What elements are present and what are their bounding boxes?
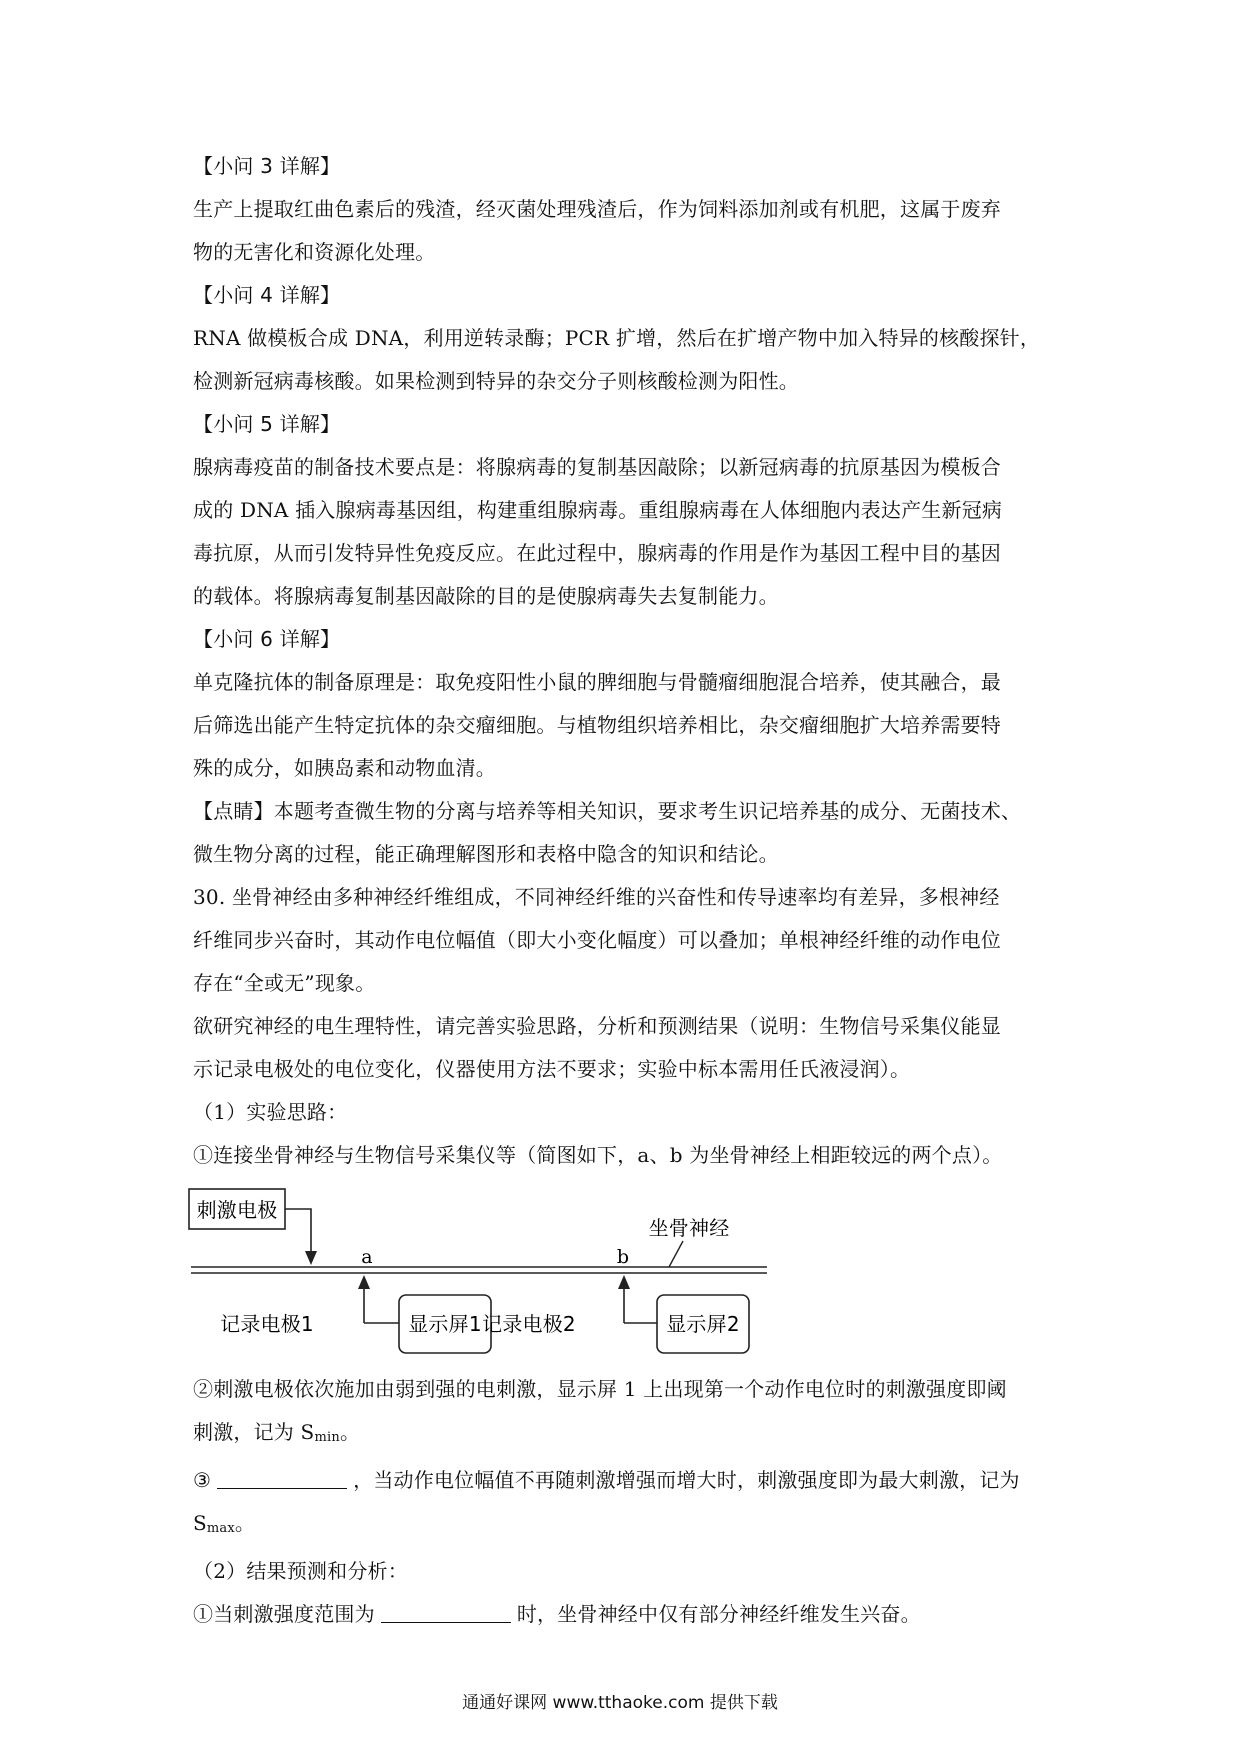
q3-heading: 【小问 3 详解】 — [193, 154, 341, 178]
screen2-label: 显示屏2 — [666, 1312, 740, 1336]
step2-text: 刺激，记为 S — [193, 1420, 315, 1444]
q30-intro-line-1: 30. 坐骨神经由多种神经纤维组成，不同神经纤维的兴奋性和传导速率均有差异，多根神经 — [193, 885, 1000, 909]
q30-step-3-line-2 — [193, 1502, 1063, 1550]
dianjing-line-1: 【点睛】本题考查微生物的分离与培养等相关知识，要求考生识记培养基的成分、无菌技术、 — [193, 799, 1022, 823]
q30-part1-heading: （1）实验思路： — [193, 1100, 348, 1124]
nerve-label-pointer — [669, 1241, 683, 1267]
q6-line-2: 后筛选出能产生特定抗体的杂交瘤细胞。与植物组织培养相比，杂交瘤细胞扩大培养需要特 — [193, 713, 1001, 737]
nerve-experiment-diagram — [193, 1183, 1093, 1368]
q5-line-3: 毒抗原，从而引发特异性免疫反应。在此过程中，腺病毒的作用是作为基因工程中目的基因 — [193, 541, 1001, 565]
s-max-subscript: max — [206, 1521, 235, 1536]
diagram-svg — [183, 1183, 1083, 1368]
q30-step-1: ①连接坐骨神经与生物信号采集仪等（简图如下，a、b 为坐骨神经上相距较远的两个点）。 — [193, 1143, 1003, 1167]
stim-connector-line — [285, 1209, 311, 1255]
rec2-arrow-icon — [618, 1275, 630, 1289]
point-b-label: b — [616, 1246, 630, 1268]
q5-line-1: 腺病毒疫苗的制备技术要点是：将腺病毒的复制基因敲除；以新冠病毒的抗原基因为模板合 — [193, 455, 1001, 479]
stim-arrow-icon — [305, 1251, 317, 1265]
result1-text: ①当刺激强度范围为 — [193, 1602, 375, 1626]
q5-heading: 【小问 5 详解】 — [193, 412, 341, 436]
document-body — [193, 145, 1063, 1636]
rec1-label: 记录电极1 — [220, 1312, 314, 1336]
dianjing-line-2: 微生物分离的过程，能正确理解图形和表格中隐含的知识和结论。 — [193, 842, 779, 866]
q3-line-2: 物的无害化和资源化处理。 — [193, 240, 436, 264]
rec1-arrow-icon — [358, 1275, 370, 1289]
q4-line-2: 检测新冠病毒核酸。如果检测到特异的杂交分子则核酸检测为阳性。 — [193, 369, 799, 393]
point-a-label: a — [361, 1246, 373, 1268]
result1-end: 时，坐骨神经中仅有部分神经纤维发生兴奋。 — [516, 1602, 921, 1626]
s-max-symbol: S — [193, 1511, 207, 1535]
q30-result-1 — [193, 1593, 1063, 1636]
q30-step-2-line-2 — [193, 1411, 1063, 1459]
step2-end: 。 — [339, 1420, 361, 1444]
s-min-subscript: min — [314, 1430, 340, 1445]
q4-line-1: RNA 做模板合成 DNA，利用逆转录酶；PCR 扩增，然后在扩增产物中加入特异的核酸探针， — [193, 326, 1041, 350]
q4-heading: 【小问 4 详解】 — [193, 283, 341, 307]
q30-intro-line-2: 纤维同步兴奋时，其动作电位幅值（即大小变化幅度）可以叠加；单根神经纤维的动作电位 — [193, 928, 1001, 952]
page-footer: 通通好课网 www.tthaoke.com 提供下载 — [462, 1693, 778, 1713]
q30-step-2-line-1: ②刺激电极依次施加由弱到强的电刺激，显示屏 1 上出现第一个动作电位时的刺激强度即阈 — [193, 1377, 1007, 1401]
q5-line-2: 成的 DNA 插入腺病毒基因组，构建重组腺病毒。重组腺病毒在人体细胞内表达产生新冠病 — [193, 498, 1003, 522]
q6-heading: 【小问 6 详解】 — [193, 627, 341, 651]
q3-line-1: 生产上提取红曲色素后的残渣，经灭菌处理残渣后，作为饲料添加剂或有机肥，这属于废弃 — [193, 197, 1001, 221]
q30-intro-line-3: 存在“全或无”现象。 — [193, 971, 376, 995]
screen1-label: 显示屏1 — [408, 1312, 482, 1336]
q30-task-line-2: 示记录电极处的电位变化，仪器使用方法不要求；实验中标本需用任氏液浸润）。 — [193, 1057, 911, 1081]
q30-part2-heading: （2）结果预测和分析： — [193, 1559, 408, 1583]
step3-marker: ③ — [193, 1468, 212, 1492]
step3-text: ，当动作电位幅值不再随刺激增强而增大时，刺激强度即为最大刺激，记为 — [353, 1468, 1020, 1492]
result1-answer-blank[interactable] — [381, 1600, 511, 1623]
step3-answer-blank[interactable] — [217, 1466, 347, 1489]
q6-line-3: 殊的成分，如胰岛素和动物血清。 — [193, 756, 496, 780]
q30-task-line-1: 欲研究神经的电生理特性，请完善实验思路，分析和预测结果（说明：生物信号采集仪能显 — [193, 1014, 1001, 1038]
rec2-label: 记录电极2 — [482, 1312, 576, 1336]
q5-line-4: 的载体。将腺病毒复制基因敲除的目的是使腺病毒失去复制能力。 — [193, 584, 779, 608]
nerve-label: 坐骨神经 — [648, 1216, 730, 1240]
q30-step-3-line-1 — [193, 1459, 1063, 1502]
step3-end: 。 — [234, 1511, 256, 1535]
q6-line-1: 单克隆抗体的制备原理是：取免疫阳性小鼠的脾细胞与骨髓瘤细胞混合培养，使其融合，最 — [193, 670, 1001, 694]
stim-electrode-label: 刺激电极 — [196, 1198, 278, 1222]
